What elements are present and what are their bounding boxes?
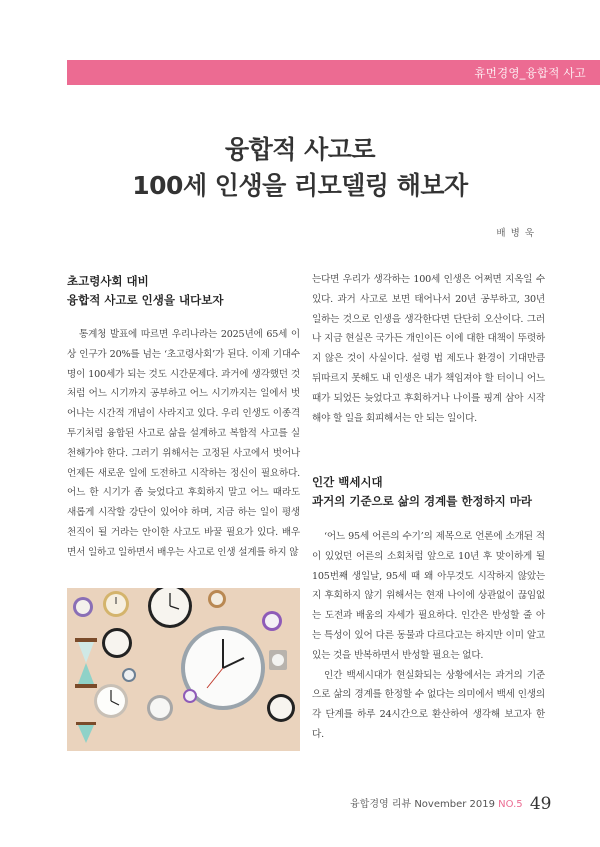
- right-subhead-line-2: 과거의 기준으로 삶의 경계를 한정하지 마라: [312, 494, 532, 508]
- section-label: 휴먼경영_융합적 사고: [474, 66, 586, 80]
- right-paragraph-2: ‘어느 95세 어른의 수기’의 제목으로 언론에 소개된 적이 있었던 어른의 소회처럼 앞으로 10년 후 맞이하게 될 105번째 생일날, 95세 때 왜 아무것도 시작하지 않았는지 후회하지 않기 위해서는 현재 나이에 상관없이 끊임없는 도전과 배움의 자세가 필요하다. 인간은 반성할 줄 아는 특성이 있어 다른 동물과 다르다고는 하지만 이미 알고 있는 것을 반복하면서 반성할 필요는 없다.: [312, 531, 545, 661]
- right-subhead-line-1: 인간 백세시대: [312, 475, 383, 489]
- right-paragraph-1: 는다면 우리가 생각하는 100세 인생은 어쩌면 지옥일 수 있다. 과거 사고로 보면 태어나서 20년 공부하고, 30년 일하는 것으로 인생을 생각한다면 단단히 오산이다. 그러나 지금 현실은 국가든 개인이든 이에 대한 대책이 뚜렷하지 않은 것이 사실이다. 설령 법 제도나 환경이 기대만큼 뒤따르지 못해도 내 인생은 내가 책임져야 할 터이니 어느 때가 되었든 늦었다고 후회하거나 나이를 핑계 삼아 시작해야 할 일을 회피해서는 안 되는 일이다.: [312, 274, 545, 424]
- left-subhead: [67, 272, 300, 310]
- left-subhead-line-1: 초고령사회 대비: [67, 274, 149, 288]
- page-footer: [350, 794, 552, 814]
- right-column-bottom-text: [312, 527, 545, 745]
- left-paragraph: 통계청 발표에 따르면 우리나라는 2025년에 65세 이상 인구가 20%를 넘는 ‘초고령사회’가 된다. 이제 기대수명이 100세가 되는 것도 시간문제다. 과거에 생각했던 것처럼 어느 시기까지 공부하고 어느 시기까지는 일에서 벗어나는 시간적 개념이 사라지고 있다. 우리 인생도 이종격투기처럼 융합된 사고로 삶을 설계하고 복합적 사고를 실천해가야 한다. 그러기 위해서는 고정된 사고에서 벗어나 언제든 새로운 일에 도전하고 시작하는 정신이 필요하다. 어느 한 시기가 좀 늦었다고 후회하지 말고 어느 때라도 새롭게 시작할 강단이 있어야 하며, 지금 하는 일이 평생 천직이 될 거라는 안이한 사고도 바꿀 필요가 있다. 배우면서 일하고 일하면서 배우는 사고로 인생 설계를 하지 않: [67, 329, 300, 558]
- left-subhead-line-2: 융합적 사고로 인생을 내다보자: [67, 293, 224, 307]
- issue-number: NO.5: [498, 799, 523, 810]
- title-line-1: 융합적 사고로: [224, 135, 376, 164]
- left-column-text: [67, 325, 300, 563]
- page-number: 49: [529, 794, 552, 814]
- article-title: [0, 132, 600, 204]
- section-header-bar: [67, 60, 600, 85]
- clocks-photo: [67, 588, 300, 751]
- right-subhead: [312, 473, 545, 511]
- clocks-illustration: [67, 588, 300, 751]
- author-name: 배 병 욱: [496, 228, 535, 239]
- right-paragraph-3: 인간 백세시대가 현실화되는 상황에서는 과거의 기준으로 삶의 경계를 한정할 수 없다는 의미에서 백세 인생의 각 단계를 하루 24시간으로 환산하여 생각해 보고자 한다.: [312, 669, 545, 740]
- title-line-2: 100세 인생을 리모델링 해보자: [132, 171, 468, 200]
- magazine-name: 융합경영 리뷰: [350, 799, 412, 810]
- right-column-top-text: [312, 270, 545, 428]
- issue-date: November 2019: [414, 799, 495, 810]
